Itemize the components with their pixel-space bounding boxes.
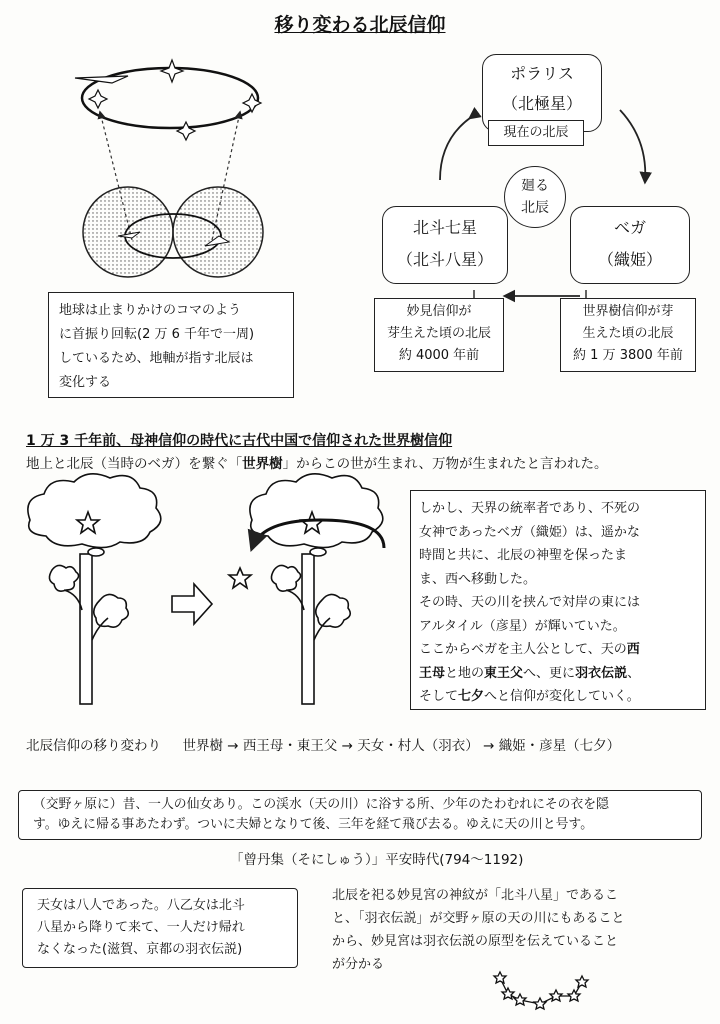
section-heading: 1 万 3 千年前、母神信仰の時代に古代中国で信仰された世界樹信仰 xyxy=(26,433,453,449)
myoken-note xyxy=(374,298,504,372)
conclusion-text xyxy=(332,884,625,976)
body-text: 」からこの世が生まれ、万物が生まれたと言われた。 xyxy=(282,456,608,472)
legend-quote-scroll xyxy=(18,790,702,840)
body-text: 地上と北辰（当時のベガ）を繋ぐ「 xyxy=(26,456,243,472)
note-line: 芽生えた頃の北辰 xyxy=(386,326,491,341)
story-bold: 王母 xyxy=(419,665,446,681)
transition-stage: 天女・村人（羽衣） xyxy=(357,738,479,754)
body-bold: 世界樹 xyxy=(242,456,283,472)
story-box xyxy=(410,490,706,710)
hokuto-constellation-icon xyxy=(494,972,588,1009)
polaris-sub: （北極星） xyxy=(501,94,582,113)
world-tree-illustration xyxy=(28,474,161,704)
arrow-icon: → xyxy=(341,738,353,754)
transition-line xyxy=(26,734,620,754)
note-line: 約 4000 年前 xyxy=(398,348,480,363)
conclusion-line: 北辰を祀る妙見宮の神紋が「北斗八星」であるこ xyxy=(332,888,619,903)
cycle-center-circle xyxy=(504,166,566,228)
hokuto-box xyxy=(382,206,508,284)
conclusion-line: から、妙見宮は羽衣伝説の原型を伝えていること xyxy=(332,934,619,949)
note-line: 八星から降りて来て、一人だけ帰れ xyxy=(37,920,245,935)
note-line: 妙見信仰が xyxy=(406,304,472,319)
arrow-icon: → xyxy=(483,738,495,754)
story-bold: 東王父 xyxy=(484,665,524,681)
story-text: 、 xyxy=(627,665,641,681)
vega-box xyxy=(570,206,690,284)
center-label: 廻る xyxy=(521,178,549,194)
transition-label: 北辰信仰の移り変わり xyxy=(26,738,161,754)
story-text: へと信仰が変化していく。 xyxy=(484,689,640,704)
conclusion-line: が分かる xyxy=(332,957,385,972)
quote-line: （交野ヶ原に）昔、一人の仙女あり。この渓水（天の川）に浴する所、少年のたわむれにその衣を隠 xyxy=(33,797,609,812)
note-line: 変化する xyxy=(59,375,112,390)
page-title: 移り変わる北辰信仰 xyxy=(274,14,446,36)
story-line xyxy=(419,685,697,709)
transition-stage: 西王母・東王父 xyxy=(242,738,338,754)
transition-stage: 世界樹 xyxy=(182,738,223,754)
polaris-name: ポラリス xyxy=(510,64,574,83)
hokuto-name: 北斗七星 xyxy=(412,218,477,237)
note-line: 地球は止まりかけのコマのよう xyxy=(59,303,242,318)
story-line: その時、天の川を挟んで対岸の東には xyxy=(419,595,641,610)
note-line: なくなった(滋賀、京都の羽衣伝説) xyxy=(37,942,243,957)
vega-sub: （織姫） xyxy=(597,250,662,269)
story-bold: 七夕 xyxy=(458,689,485,704)
story-text: へ、更に xyxy=(523,665,576,681)
story-bold: 羽衣伝説 xyxy=(575,665,628,681)
tennyo-note-scroll xyxy=(22,888,298,968)
transition-stage: 織姫・彦星（七夕） xyxy=(498,738,621,754)
current-north-label: 現在の北辰 xyxy=(488,120,584,146)
section-body xyxy=(26,452,607,472)
story-line xyxy=(419,662,697,686)
earth-globe-icon xyxy=(83,187,263,277)
note-line: 天女は八人であった。八乙女は北斗 xyxy=(37,898,245,913)
story-line: 女神であったベガ（織姫）は、遥かな xyxy=(419,524,640,540)
next-arrow-icon xyxy=(172,584,212,624)
note-line: しているため、地軸が指す北辰は xyxy=(59,351,254,366)
note-line: に首振り回転(2 万 6 千年で一周) xyxy=(59,327,255,342)
story-line: 時間と共に、北辰の神聖を保ったま xyxy=(419,548,628,563)
story-line: アルタイル（彦星）が輝いていた。 xyxy=(419,618,626,634)
note-line: 約 1 万 3800 年前 xyxy=(573,348,683,363)
vega-name: ベガ xyxy=(613,218,646,237)
story-text: と地の xyxy=(445,665,485,681)
story-text: そして xyxy=(419,689,459,704)
arrow-icon: → xyxy=(227,738,239,754)
story-text: ここからベガを主人公として、天の xyxy=(419,642,627,657)
world-tree-illustration xyxy=(229,474,384,704)
note-line: 生えた頃の北辰 xyxy=(582,326,674,341)
note-line: 世界樹信仰が芽 xyxy=(582,304,674,319)
story-line xyxy=(419,638,697,662)
earth-precession-note xyxy=(48,292,294,398)
hokuto-sub: （北斗八星） xyxy=(396,250,493,269)
story-line: ま、西へ移動した。 xyxy=(419,571,537,587)
worldtree-note xyxy=(560,298,696,372)
conclusion-line: と、「羽衣伝説」が交野ヶ原の天の川にもあること xyxy=(332,911,625,926)
center-label: 北辰 xyxy=(521,200,549,216)
story-line: しかし、天界の統率者であり、不死の xyxy=(419,501,641,516)
quote-source: 「曾丹集（そにしゅう）」平安時代(794～1192) xyxy=(230,852,524,868)
story-bold: 西 xyxy=(626,642,640,657)
quote-line: す。ゆえに帰る事あたわず。ついに夫婦となりて後、三年を経て飛び去る。ゆえに天の川と号す。 xyxy=(33,817,593,832)
